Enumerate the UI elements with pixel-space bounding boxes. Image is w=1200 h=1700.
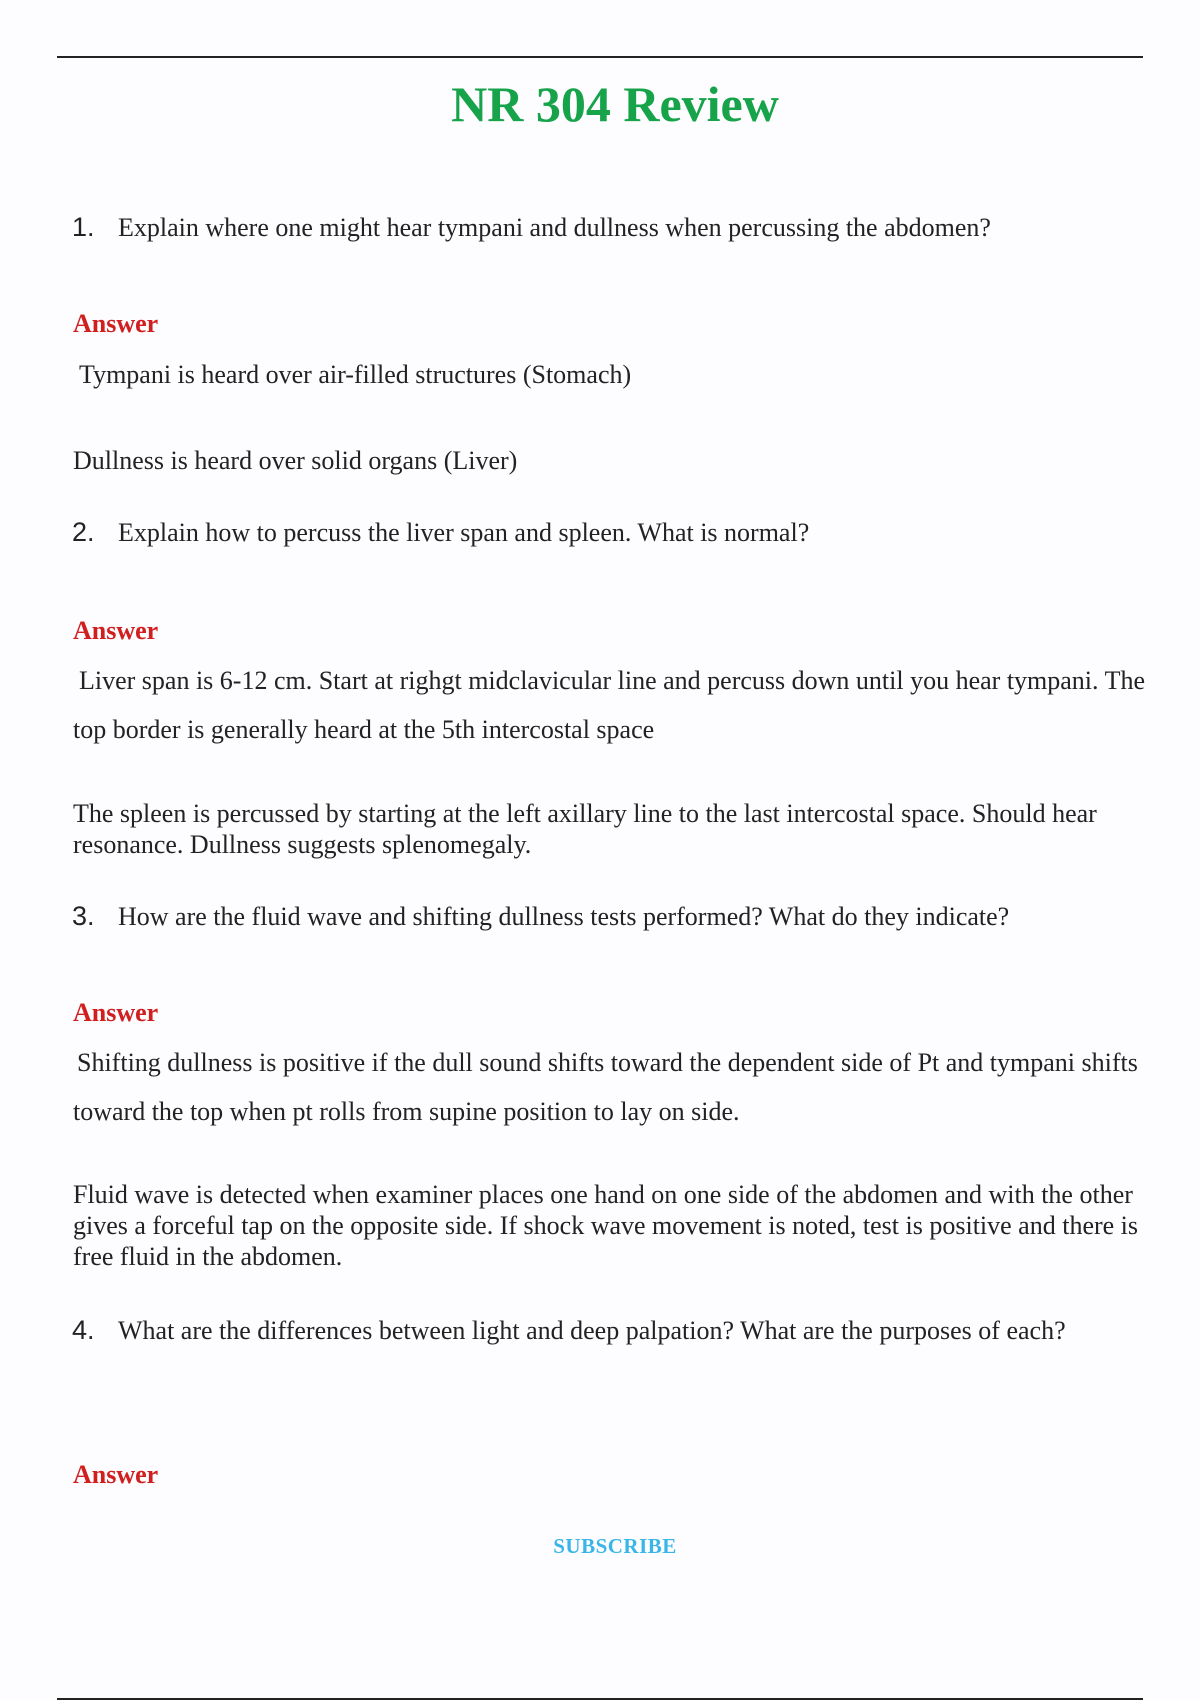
question-number: 1. (72, 212, 95, 242)
answer-paragraph: Fluid wave is detected when examiner places one hand on one side of the abdomen and with the other gives a forceful tap on the opposite side. If shock wave movement is noted, test is positive and there is free fluid in the abdomen. (73, 1180, 1139, 1271)
answer-label: Answer (73, 1460, 159, 1489)
answer-paragraph: Dullness is heard over solid organs (Liver) (73, 446, 518, 475)
question-number: 4. (72, 1315, 95, 1345)
answer-paragraph: Shifting dullness is positive if the dull sound shifts toward the dependent side of Pt and tympani shifts toward the top when pt rolls from supine position to lay on side. (73, 1048, 1138, 1126)
top-divider (57, 56, 1143, 58)
question-text: What are the differences between light and deep palpation? What are the purposes of each? (118, 1316, 1066, 1345)
answer-label: Answer (73, 616, 159, 645)
question-text: Explain how to percuss the liver span and spleen. What is normal? (118, 518, 810, 547)
answer-paragraph: Liver span is 6-12 cm. Start at righgt midclavicular line and percuss down until you hear tympani. The top border is generally heard at the 5th intercostal space (73, 666, 1145, 744)
answer-label: Answer (73, 309, 159, 338)
subscribe-link[interactable]: SUBSCRIBE (553, 1534, 677, 1558)
answer-label: Answer (73, 998, 159, 1027)
question-text: Explain where one might hear tympani and dullness when percussing the abdomen? (118, 213, 991, 242)
document-title: NR 304 Review (451, 76, 779, 132)
answer-paragraph: The spleen is percussed by starting at the left axillary line to the last intercostal space. Should hear resonance. Dullness suggests splenomegaly. (73, 799, 1097, 859)
question-1 (72, 203, 1152, 252)
question-4 (72, 1306, 1152, 1355)
question-number: 2. (72, 517, 95, 547)
question-text: How are the fluid wave and shifting dullness tests performed? What do they indicate? (118, 902, 1010, 931)
question-number: 3. (72, 901, 95, 931)
answer-paragraph: Tympani is heard over air-filled structures (Stomach) (79, 360, 632, 389)
question-2 (72, 508, 1152, 557)
question-3 (72, 892, 1152, 941)
